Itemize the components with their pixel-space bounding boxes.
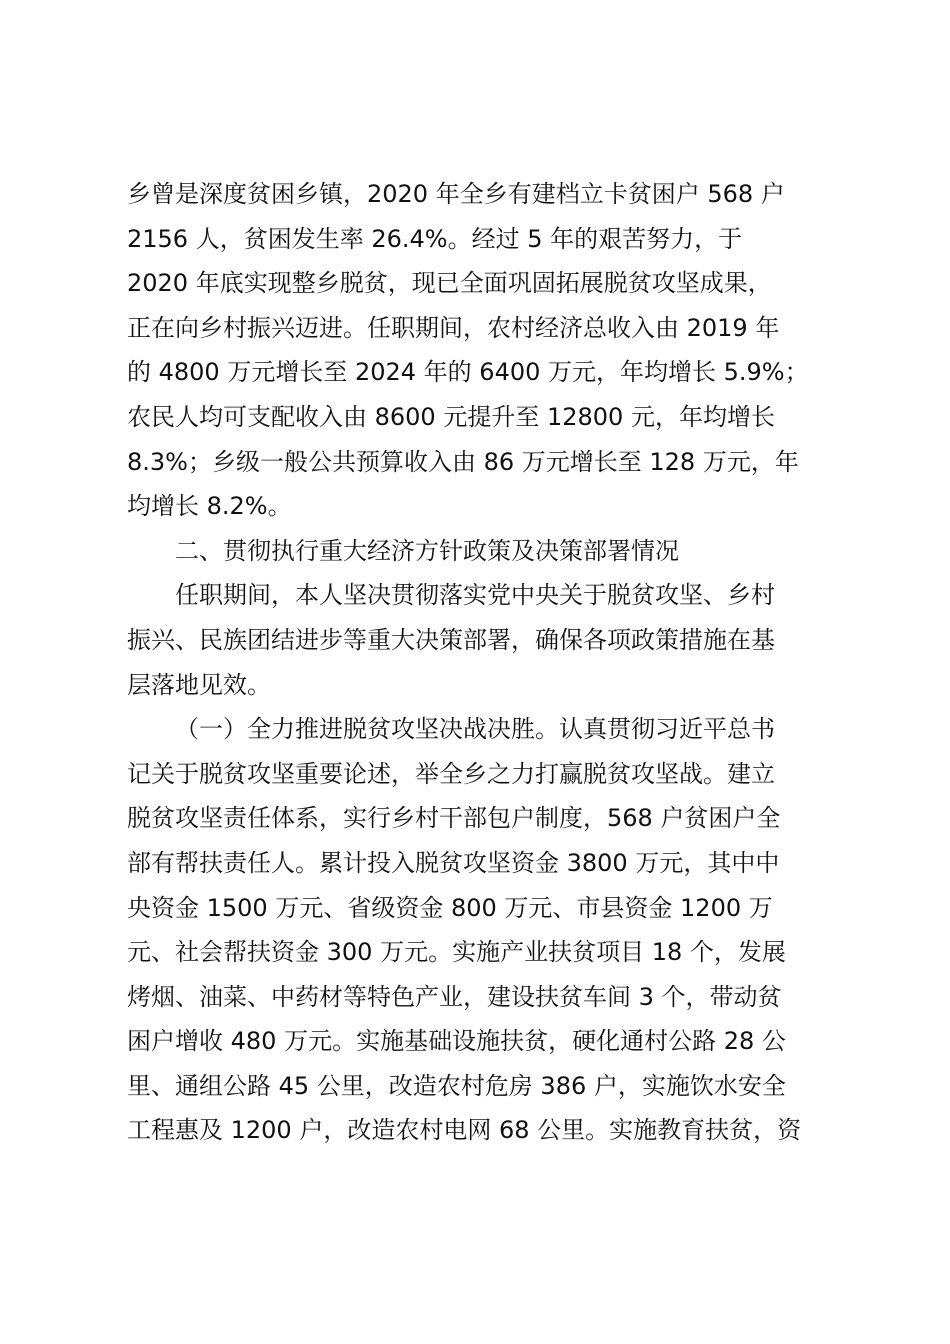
text-line: 农民人均可支配收入由 8600 元提升至 12800 元，年均增长: [127, 402, 775, 431]
text-line: 正在向乡村振兴迈进。任职期间，农村经济总收入由 2019 年: [127, 313, 780, 342]
text-line: 央资金 1500 万元、省级资金 800 万元、市县资金 1200 万: [127, 893, 773, 922]
text-line: 2020 年底实现整乡脱贫，现已全面巩固拓展脱贫攻坚成果，: [127, 269, 772, 298]
text-line: 的 4800 万元增长至 2024 年的 6400 万元，年均增长 5.9%；: [127, 358, 809, 387]
text-line: 工程惠及 1200 户，改造农村电网 68 公里。实施教育扶贫，资: [127, 1116, 802, 1145]
text-line: 困户增收 480 万元。实施基础设施扶贫，硬化通村公路 28 公: [127, 1027, 786, 1056]
paragraph-start-line: 任职期间，本人坚决贯彻落实党中央关于脱贫攻坚、乡村: [175, 581, 775, 610]
section-heading: 二、贯彻执行重大经济方针政策及决策部署情况: [175, 536, 679, 565]
text-line: 层落地见效。: [127, 670, 271, 699]
text-line: 记关于脱贫攻坚重要论述，举全乡之力打赢脱贫攻坚战。建立: [127, 759, 775, 788]
text-line: 里、通组公路 45 公里，改造农村危房 386 户，实施饮水安全: [127, 1071, 786, 1100]
text-line: 部有帮扶责任人。累计投入脱贫攻坚资金 3800 万元，其中中: [127, 848, 780, 877]
text-line: 烤烟、油菜、中药材等特色产业，建设扶贫车间 3 个，带动贫: [127, 982, 782, 1011]
text-line: 均增长 8.2%。: [127, 492, 292, 521]
text-line: 2156 人，贫困发生率 26.4%。经过 5 年的艰苦努力，于: [127, 224, 743, 253]
subsection-heading-line: （一）全力推进脱贫攻坚决战决胜。认真贯彻习近平总书: [175, 715, 775, 744]
document-body: [127, 172, 837, 1153]
text-line: 元、社会帮扶资金 300 万元。实施产业扶贫项目 18 个，发展: [127, 938, 786, 967]
text-line: 8.3%；乡级一般公共预算收入由 86 万元增长至 128 万元，年: [127, 447, 799, 476]
text-line: 脱贫攻坚责任体系，实行乡村干部包户制度，568 户贫困户全: [127, 804, 781, 833]
text-line: 乡曾是深度贫困乡镇，2020 年全乡有建档立卡贫困户 568 户: [127, 180, 785, 208]
text-line: 振兴、民族团结进步等重大决策部署，确保各项政策措施在基: [127, 625, 775, 654]
